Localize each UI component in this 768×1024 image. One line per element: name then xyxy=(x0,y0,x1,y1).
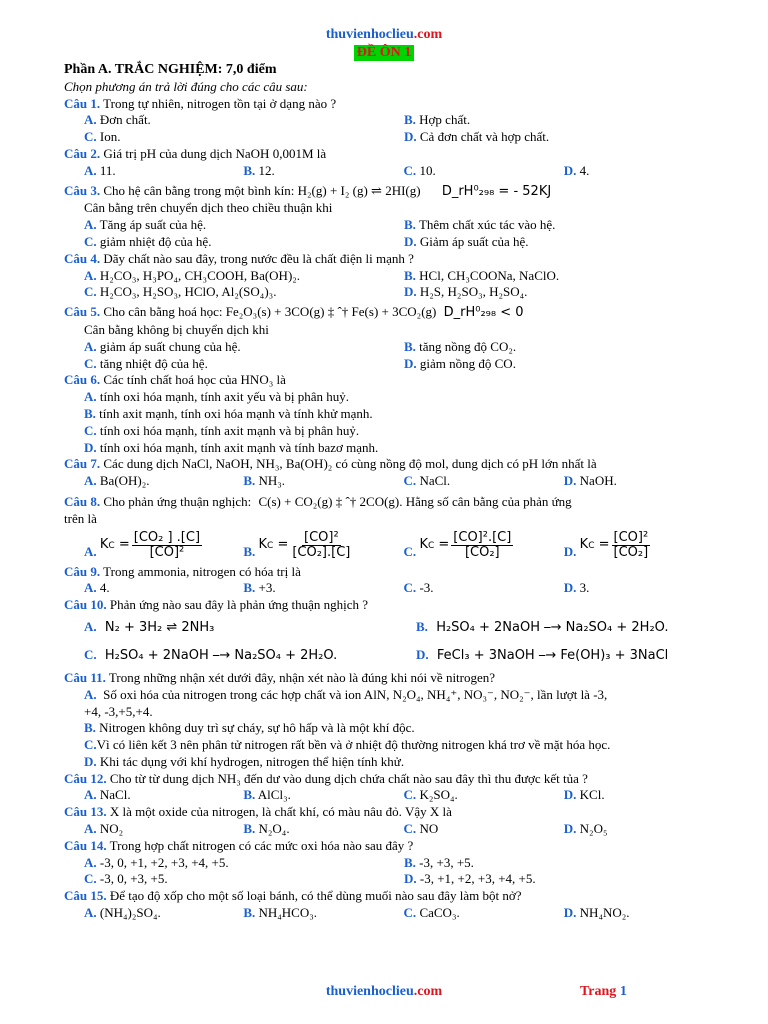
exam-title: ĐỀ ÔN 1 xyxy=(354,45,414,61)
section-instruction: Chọn phương án trả lời đúng cho các câu sau: xyxy=(64,78,308,94)
question-1: Câu 1. Trong tự nhiên, nitrogen tồn tại ở dạng nào ? xyxy=(64,95,337,111)
site-name: thuvienhoclieu xyxy=(325,27,414,42)
question-3: Câu 3. Cho hệ cân bằng trong một bình kín: H₂(g) + I₂ (g) ⇌ 2HI(g) D_rH⁰₂₉₈ = - 52KJ xyxy=(64,182,552,199)
q8-options xyxy=(64,528,724,564)
option-c: C. tăng nhiệt độ của hệ. xyxy=(84,355,208,371)
site-header xyxy=(0,27,768,43)
option-b: B. 12. xyxy=(243,162,275,178)
option-b: B. HCl, CH₃COONa, NaClO. xyxy=(404,267,560,283)
option-d: D. Khi tác dụng với khí hydrogen, nitrogen thể hiện tính khử. xyxy=(84,753,405,769)
option-c: C. 10. xyxy=(403,162,436,178)
option-b: B. N₂O₄. xyxy=(243,821,290,837)
option-a: A. Số oxi hóa của nitrogen trong các hợp chất và ion AlN, N₂O₄, NH₄⁺, NO₃⁻, NO₂⁻, lần lượt là -3, xyxy=(84,686,608,702)
option-b: B. NH₃. xyxy=(243,473,286,489)
option-a: A. Đơn chất. xyxy=(84,112,151,128)
option-d: D. KCl. xyxy=(563,787,605,803)
option-b: B. Hợp chất. xyxy=(404,112,471,128)
question-6: Câu 6. Các tính chất hoá học của HNO₃ là xyxy=(64,372,286,388)
section-title: Phần A. TRẮC NGHIỆM: 7,0 điểm xyxy=(64,62,277,77)
question-8: Câu 8. Cho phản ứng thuận nghịch: C(s) + CO₂(g) ‡ ˆ† 2CO(g). Hằng số cân bằng của phản ứng xyxy=(64,493,572,509)
question-15: Câu 15. Để tạo độ xốp cho một số loại bánh, có thể dùng muối nào sau đây làm bột nở? xyxy=(64,888,522,904)
option-d: D. NaOH. xyxy=(563,473,617,489)
option-c: C. Ion. xyxy=(84,129,121,145)
option-c: C. K C = $\frac{\text{[CO]².[C]}}{\text{[CO₂]}}$ xyxy=(403,530,512,561)
option-d: D. 4. xyxy=(563,162,590,178)
option-d: D. K C = $\frac{\text{[CO]²}}{\text{[CO₂]}}$ xyxy=(563,530,649,561)
option-a: A. (NH₄)₂SO₄. xyxy=(84,905,161,921)
option-c: C. NO xyxy=(403,821,439,837)
option-a: A. Ba(OH)₂. xyxy=(84,473,150,489)
option-c: C. H₂CO₃, H₂SO₃, HClO, Al₂(SO₄)₃. xyxy=(84,284,277,300)
option-d: D. Cả đơn chất và hợp chất. xyxy=(404,129,550,145)
option-b: B. Thêm chất xúc tác vào hệ. xyxy=(404,217,556,233)
option-c: C. NaCl. xyxy=(403,473,451,489)
option-b: B. K C = $\frac{\text{[CO]²}}{\text{[CO₂].[C]}}$ xyxy=(243,530,351,561)
option-a: A. -3, 0, +1, +2, +3, +4, +5. xyxy=(84,854,229,870)
option-c: C. tính oxi hóa mạnh, tính axit mạnh và bị phân huỷ. xyxy=(84,422,360,438)
option-b: B. -3, +3, +5. xyxy=(404,854,474,870)
q2-options xyxy=(64,163,724,180)
option-b: B. +3. xyxy=(243,580,276,596)
option-b: B. NH₄HCO₃. xyxy=(243,905,318,921)
option-a: A. 11. xyxy=(84,162,116,178)
option-a: A. K C = $\frac{\text{[CO₂ ] .[C]}}{\text{[CO]²}}$ xyxy=(84,530,201,561)
option-c: C. giảm nhiệt độ của hệ. xyxy=(84,233,212,249)
option-d: D. giảm nồng độ CO. xyxy=(404,355,516,371)
option-b: B. H₂SO₄ + 2NaOH ⎯→ Na₂SO₄ + 2H₂O. xyxy=(416,619,669,635)
option-b: B. Nitrogen không duy trì sự cháy, sự hô hấp và là một khí độc. xyxy=(84,720,415,736)
site-domain: .com xyxy=(413,27,443,42)
footer-site: thuvienhoclieu.com xyxy=(325,984,443,999)
question-4: Câu 4. Dãy chất nào sau đây, trong nước đều là chất điện li mạnh ? xyxy=(64,250,414,266)
option-b: B. AlCl₃. xyxy=(243,787,291,803)
option-d: D. FeCl₃ + 3NaOH ⎯→ Fe(OH)₃ + 3NaCl xyxy=(416,647,669,663)
option-c: C. -3, 0, +3, +5. xyxy=(84,871,168,887)
option-c: C. CaCO₃. xyxy=(403,905,460,921)
option-b: B. tính axit mạnh, tính oxi hóa mạnh và tính khử mạnh. xyxy=(84,405,373,421)
option-a: A. giảm áp suất chung của hệ. xyxy=(84,338,241,354)
exam-content: Phần A. TRẮC NGHIỆM: 7,0 điểm Chọn phương án trả lời đúng cho các câu sau: Câu 1. Trong tự nhiên, nitrogen tồn tại ở dạng nào ? A. Đơn chất. B. Hợp chất. C. Ion. D. Cả đơn chất và hợp chất. Câu 2. Giá trị pH của dung dịch NaOH 0,001M là A. 11. B. 12. C. 10. D. 4. Câu 3. Cho hệ cân bằng trong một bình kín: H₂(g) + I₂ (g) ⇌ 2HI(g) D_rH⁰₂₉₈ = - 52KJ Cân bằng trên chuyển dịch theo chiều thuận khi A. Tăng áp suất của hệ. B. Thêm chất xúc tác vào hệ. C. giảm nhiệt độ của hệ. D. Giảm áp suất của hệ. Câu 4. Dãy chất nào sau đây, trong nước đều là chất điện li mạnh ? A. H₂CO₃, H₃PO₄, CH₃COOH, Ba(OH)₂. B. HCl, CH₃COONa, NaClO. C. H₂CO₃, H₂SO₃, HClO, Al₂(SO₄)₃. D. H₂S, H₂SO₃, H₂SO₄. Câu 5. Cho cân bằng hoá học: Fe₂O₃(s) + 3CO(g) ‡ ˆ† Fe(s) + 3CO₂(g) D_rH⁰₂₉₈ < 0 Cân bằng không bị chuyển dịch khi A. giảm áp suất chung của hệ. B. tăng nồng độ CO₂. C. tăng nhiệt độ của hệ. D. giảm nồng độ CO. Câu 6. Các tính chất hoá học của HNO₃ là A. tính oxi hóa mạnh, tính axit yếu và bị phân huỷ. B. tính axit mạnh, tính oxi hóa mạnh và tính khử mạnh. C. tính oxi hóa mạnh, tính axit mạnh và bị phân huỷ. D. tính oxi hóa mạnh, tính axit mạnh và tính bazơ mạnh. Câu 7. Các dung dịch NaCl, NaOH, NH₃, Ba(OH)₂ có cùng nồng độ mol, dung dịch có pH lớn nhất là A. Ba(OH)₂. B. NH₃. C. NaCl. D. NaOH. Câu 8. Cho phản ứng thuận nghịch: C(s) + CO₂(g) ‡ ˆ† 2CO(g). Hằng số cân bằng của phản ứng trên là A. K C = $\frac{\text{[CO₂ ] .[C]}}{\text{[CO]²}}$ B. K C = $\frac{\text{[CO]²}}{\text{[CO₂].[C]}}$ C. K C = $\frac{\text{[CO]².[C]}}{\text{[CO₂]}}$ D. K C = $\frac{\text{[CO]²}}{\text{[CO₂]}}$ Câu 9. Trong ammonia, nitrogen có hóa trị là A. 4. B. +3. C. -3. D. 3. Câu 10. Phản ứng nào sau đây là phản ứng thuận nghịch ? A. N₂ + 3H₂ ⇌ 2NH₃ B. H₂SO₄ + 2NaOH ⎯→ Na₂SO₄ + 2H₂O. C. H₂SO₄ + 2NaOH ⎯→ Na₂SO₄ + 2H₂O. D. FeCl₃ + 3NaOH ⎯→ Fe(OH)₃ + 3NaCl Câu 11. Trong những nhận xét dưới đây, nhận xét nào là đúng khi nói về nitrogen? A. Số oxi hóa của nitrogen trong các hợp chất và ion AlN, N₂O₄, NH₄⁺, NO₃⁻, NO₂⁻, lần lượt là -3, +4, -3,+5,+4. B. Nitrogen không duy trì sự cháy, sự hô hấp và là một khí độc. C.Vì có liên kết 3 nên phân tử nitrogen rất bền và ở nhiệt độ thường nitrogen khá trơ về mặt hóa học. D. Khi tác dụng với khí hydrogen, nitrogen thể hiện tính khử. Câu 12. Cho từ từ dung dịch NH₃ đến dư vào dung dịch chứa chất nào sau đây thì thu được kết tủa ? A. NaCl. B. AlCl₃. C. K₂SO₄. D. KCl. Câu 13. X là một oxide của nitrogen, là chất khí, có màu nâu đỏ. Vậy X là A. NO₂ B. N₂O₄. C. NO D. N₂O₅ Câu 14. Trong hợp chất nitrogen có các mức oxi hóa nào sau đây ? A. -3, 0, +1, +2, +3, +4, +5. B. -3, +3, +5. C. -3, 0, +3, +5. D. -3, +1, +2, +3, +4, +5. Câu 15. Để tạo độ xốp cho một số loại bánh, có thể dùng muối nào sau đây làm bột nở? A. (NH₄)₂SO₄. B. NH₄HCO₃. C. CaCO₃. D. NH₄NO₂. xyxy=(64,62,724,922)
question-14: Câu 14. Trong hợp chất nitrogen có các mức oxi hóa nào sau đây ? xyxy=(64,837,414,853)
question-10: Câu 10. Phản ứng nào sau đây là phản ứng thuận nghịch ? xyxy=(64,597,369,613)
option-d: D. NH₄NO₂. xyxy=(563,905,630,921)
question-13: Câu 13. X là một oxide của nitrogen, là chất khí, có màu nâu đỏ. Vậy X là xyxy=(64,804,452,820)
option-a: A. NO₂ xyxy=(84,821,124,837)
option-a: A. H₂CO₃, H₃PO₄, CH₃COOH, Ba(OH)₂. xyxy=(84,267,301,283)
question-12: Câu 12. Cho từ từ dung dịch NH₃ đến dư vào dung dịch chứa chất nào sau đây thì thu được kết tủa ? xyxy=(64,770,588,786)
question-7: Câu 7. Các dung dịch NaCl, NaOH, NH₃, Ba(OH)₂ có cùng nồng độ mol, dung dịch có pH lớn nhất là xyxy=(64,456,597,472)
option-a: A. N₂ + 3H₂ ⇌ 2NH₃ xyxy=(84,619,215,635)
option-d: D. H₂S, H₂SO₃, H₂SO₄. xyxy=(404,284,528,300)
option-c: C.Vì có liên kết 3 nên phân tử nitrogen rất bền và ở nhiệt độ thường nitrogen khá trơ về mặt hóa học. xyxy=(84,737,611,753)
option-b: B. tăng nồng độ CO₂. xyxy=(404,338,517,354)
q1-options xyxy=(64,112,724,129)
option-a: A. tính oxi hóa mạnh, tính axit yếu và bị phân huỷ. xyxy=(84,389,350,405)
option-c: C. H₂SO₄ + 2NaOH ⎯→ Na₂SO₄ + 2H₂O. xyxy=(84,647,338,663)
option-d: D. tính oxi hóa mạnh, tính axit mạnh và tính bazơ mạnh. xyxy=(84,439,379,455)
option-d: D. N₂O₅ xyxy=(563,821,608,837)
question-11: Câu 11. Trong những nhận xét dưới đây, nhận xét nào là đúng khi nói về nitrogen? xyxy=(64,669,496,685)
question-5: Câu 5. Cho cân bằng hoá học: Fe₂O₃(s) + 3CO(g) ‡ ˆ† Fe(s) + 3CO₂(g) D_rH⁰₂₉₈ < 0 xyxy=(64,304,524,321)
option-a: A. Tăng áp suất của hệ. xyxy=(84,217,207,233)
question-9: Câu 9. Trong ammonia, nitrogen có hóa trị là xyxy=(64,563,301,579)
option-a: A. NaCl. xyxy=(84,787,131,803)
option-a: A. 4. xyxy=(84,580,110,596)
option-d: D. Giảm áp suất của hệ. xyxy=(404,233,529,249)
option-d: D. 3. xyxy=(563,580,590,596)
option-c: C. -3. xyxy=(403,580,434,596)
page-number: Trang 1 xyxy=(580,984,627,999)
option-d: D. -3, +1, +2, +3, +4, +5. xyxy=(404,871,536,887)
question-2: Câu 2. Giá trị pH của dung dịch NaOH 0,001M là xyxy=(64,145,327,161)
option-c: C. K₂SO₄. xyxy=(403,787,458,803)
